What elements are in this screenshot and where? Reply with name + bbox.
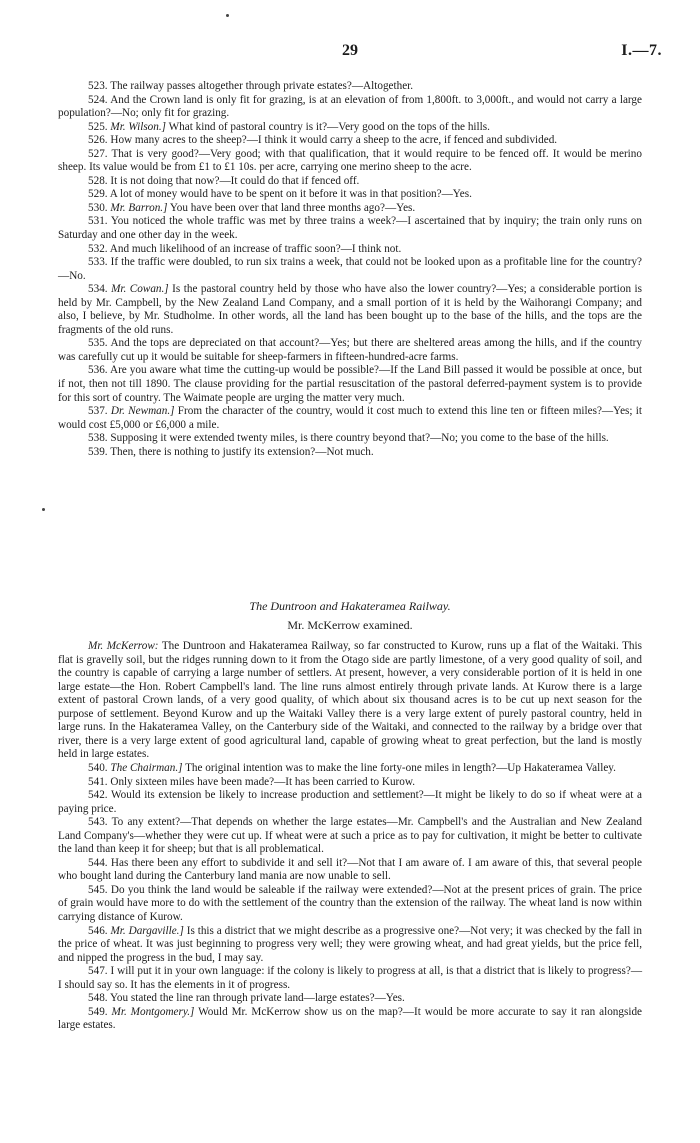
paragraph-text: Is this a district that we might describe as a progressive one?—Not very; it was checked by the fall in the price of wheat. It was just beginning to progress very well; they were growing wheat, and had great yields, but the price fell, and nipped the progress in the bud, I may say. bbox=[58, 924, 643, 964]
paragraph-text: From the character of the country, would it cost much to extend this line ten or fifteen miles?—Yes; it would cost £5,000 or £6,000 a mile. bbox=[58, 405, 643, 431]
question-number: 549. bbox=[88, 1005, 108, 1018]
question-number: 544. bbox=[88, 856, 108, 869]
speaker-name: Mr. Dargaville.] bbox=[110, 924, 184, 937]
testimony-paragraph bbox=[58, 1006, 642, 1033]
page-number: 29 bbox=[342, 42, 358, 59]
question-number: 530. bbox=[88, 201, 108, 214]
testimony-paragraph bbox=[58, 148, 642, 175]
speaker-name: Mr. Wilson.] bbox=[110, 120, 167, 133]
question-number: 529. bbox=[88, 188, 108, 201]
ink-speck bbox=[42, 508, 45, 511]
testimony-paragraph bbox=[58, 884, 642, 925]
testimony-paragraph bbox=[58, 337, 642, 364]
paragraph-text: What kind of pastoral country is it?—Very good on the tops of the hills. bbox=[166, 120, 490, 133]
question-number: 536. bbox=[88, 364, 108, 377]
question-number: 539. bbox=[88, 445, 108, 458]
testimony-paragraph bbox=[58, 405, 642, 432]
testimony-paragraph bbox=[58, 243, 642, 257]
question-number: 525. bbox=[88, 120, 108, 133]
testimony-paragraph bbox=[58, 283, 642, 337]
testimony-paragraph bbox=[58, 816, 642, 857]
speaker-name: Dr. Newman.] bbox=[110, 405, 175, 418]
paragraph-text: To any extent?—That depends on whether the large estates—Mr. Campbell's and the Australian and New Zealand Land Company's—whether they were cut up. If wheat were at such a price as to pay for cultivation, it might be better to cultivate the land than keep it for sheep; but that is all problematical. bbox=[58, 816, 642, 856]
paragraph-text: And the Crown land is only fit for grazing, is at an elevation of from 1,800ft. to 3,000ft., and would not carry a large population?—No; only fit for grazing. bbox=[58, 93, 642, 120]
question-number: 523. bbox=[88, 80, 108, 92]
paragraph-text: If the traffic were doubled, to run six trains a week, that could not be looked upon as a profitable line for the country?—No. bbox=[58, 256, 643, 282]
question-number: 547. bbox=[88, 965, 108, 978]
question-number: 546. bbox=[88, 924, 108, 937]
ink-speck bbox=[226, 14, 229, 17]
question-number: 545. bbox=[88, 883, 108, 896]
paragraph-text: Are you aware what time the cutting-up would be possible?—If the Land Bill passed it would be possible at once, but if not, then not till 1890. The clause providing for the partial resuscitation of the pastoral deferred-payment system is to provide for this sort of country. The Waimate people are urging the matter very much. bbox=[58, 364, 642, 404]
testimony-paragraph bbox=[58, 134, 642, 148]
testimony-paragraph bbox=[58, 215, 642, 242]
testimony-paragraph bbox=[58, 776, 642, 790]
question-number: 524. bbox=[88, 93, 108, 106]
speaker-name: Mr. Montgomery.] bbox=[111, 1005, 195, 1018]
question-number: 531. bbox=[88, 215, 108, 228]
paragraph-text: You have been over that land three months ago?—Yes. bbox=[167, 201, 416, 214]
page-header bbox=[0, 44, 700, 66]
document-reference: I.—7. bbox=[621, 42, 662, 59]
question-number: 533. bbox=[88, 256, 108, 269]
speaker-name: The Chairman.] bbox=[110, 762, 183, 775]
testimony-paragraph bbox=[58, 121, 642, 135]
speaker-name: Mr. McKerrow: bbox=[88, 640, 159, 653]
paragraph-text: Is the pastoral country held by those who have also the lower country?—Yes; a considerable portion is held by Mr. Campbell, by the New Zealand Land Company, and a small portion of it is held by the Waihorangi Company; and also, I believe, by Mr. Studholme. In other words, all the land has been bought up to the base of the hills, and the tops are the fragments of the old runs. bbox=[58, 283, 643, 336]
testimony-paragraph bbox=[58, 925, 642, 966]
paragraph-text: Then, there is nothing to justify its extension?—Not much. bbox=[110, 445, 374, 458]
testimony-paragraph bbox=[58, 364, 642, 405]
witness-heading: Mr. McKerrow examined. bbox=[287, 617, 413, 632]
paragraph-text: The railway passes altogether through private estates?—Altogether. bbox=[110, 80, 414, 92]
paragraph-text: You noticed the whole traffic was met by three trains a week?—I ascertained that by inquiry; the train only runs on Saturday and one other day in the week. bbox=[58, 215, 642, 242]
paragraph-text: Would its extension be likely to increase production and settlement?—It might be likely to do so if wheat were at a paying price. bbox=[58, 789, 642, 815]
paragraph-text: It is not doing that now?—It could do that if fenced off. bbox=[110, 174, 360, 187]
testimony-paragraph bbox=[58, 188, 642, 202]
question-number: 543. bbox=[88, 816, 108, 829]
paragraph-text: That is very good?—Very good; with that qualification, that it would require to be fenced off. It would be merino sheep. Its value would be from £1 to £1 10s. per acre, carrying one merino sheep to the acre. bbox=[58, 147, 642, 174]
paragraph-text: You stated the line ran through private land—large estates?—Yes. bbox=[109, 992, 405, 1005]
question-number: 537. bbox=[88, 405, 108, 418]
testimony-block-bottom bbox=[58, 600, 642, 1033]
question-number: 528. bbox=[88, 174, 108, 187]
testimony-paragraph bbox=[58, 789, 642, 816]
testimony-paragraph bbox=[58, 992, 642, 1006]
section-title: The Duntroon and Hakateramea Railway. bbox=[249, 599, 451, 613]
testimony-block-top bbox=[58, 80, 642, 459]
testimony-paragraph bbox=[58, 857, 642, 884]
testimony-paragraph bbox=[58, 256, 642, 283]
question-number: 541. bbox=[88, 775, 108, 788]
question-number: 527. bbox=[88, 147, 108, 160]
speaker-name: Mr. Barron.] bbox=[110, 201, 168, 214]
paragraph-text: And much likelihood of an increase of traffic soon?—I think not. bbox=[109, 242, 402, 255]
testimony-paragraph bbox=[58, 80, 642, 94]
question-number: 542. bbox=[88, 789, 108, 802]
question-number: 538. bbox=[88, 432, 108, 445]
paragraph-text: The Duntroon and Hakateramea Railway, so far constructed to Kurow, runs up a flat of the Waitaki. This flat is gravelly soil, but the ridges running down to it from the Otago side are partly limestone, of a very good quality of soil, and the country is capable of carrying a large number of settlers. At present, however, a very considerable portion of it is held in one large estate—the Hon. Robert Campbell's land. The line runs almost entirely through private lands. At Kurow there is a large extent of pastoral Crown lands, of a very good quality, of which about six thousand acres is to be cut up next season for the purpose of settlement. Beyond Kurow and up the Waitaki Valley there is a very large extent of purely pastoral country, held in large runs. In the Hakateramea Valley, on the Canterbury side of the Waitaki, and connected to the railway by a bridge over that river, there is a very large extent of good agricultural land, capable of growing wheat to great perfection, but the land is mostly held in large estates. bbox=[58, 640, 642, 761]
paragraph-text: I will put it in your own language: if the colony is likely to progress at all, is that a district that is likely to progress?—I should say so. It has the elements in it of progress. bbox=[58, 965, 643, 991]
paragraph-text: And the tops are depreciated on that account?—Yes; but there are sheltered areas among the hills, and if the country was carefully cut up it would be suitable for sheep-farmers in fifteen-hundred-acre farms. bbox=[58, 337, 643, 363]
paragraph-text: Do you think the land would be saleable if the railway were extended?—Not at the present prices of grain. The price of grain would have more to do with the settlement of the country than the extension of the railway. The wheat land is now within carrying distance of Kurow. bbox=[58, 883, 643, 924]
testimony-paragraph bbox=[58, 640, 642, 762]
question-number: 548. bbox=[88, 992, 108, 1005]
testimony-paragraph bbox=[58, 94, 642, 121]
testimony-paragraph bbox=[58, 446, 642, 460]
testimony-paragraphs bbox=[58, 640, 642, 1033]
question-number: 534. bbox=[88, 283, 108, 296]
testimony-paragraph bbox=[58, 432, 642, 446]
paragraph-text: How many acres to the sheep?—I think it would carry a sheep to the acre, if fenced and subdivided. bbox=[110, 134, 558, 147]
paragraph-text: Only sixteen miles have been made?—It has been carried to Kurow. bbox=[110, 775, 416, 788]
question-number: 540. bbox=[88, 762, 108, 775]
testimony-paragraph bbox=[58, 202, 642, 216]
paragraph-text: Has there been any effort to subdivide it and sell it?—Not that I am aware of. I am aware of this, that several people who bought land during the Canterbury land mania are now unable to sell. bbox=[58, 856, 642, 883]
paragraph-text: Supposing it were extended twenty miles, is there country beyond that?—No; you come to the base of the hills. bbox=[110, 432, 609, 445]
testimony-paragraph bbox=[58, 965, 642, 992]
testimony-paragraph bbox=[58, 762, 642, 776]
paragraph-text: The original intention was to make the line forty-one miles in length?—Up Hakateramea Valley. bbox=[182, 762, 616, 775]
speaker-name: Mr. Cowan.] bbox=[111, 283, 169, 296]
question-number: 532. bbox=[88, 242, 108, 255]
paragraph-text: Would Mr. McKerrow show us on the map?—It would be more accurate to say it ran alongside large estates. bbox=[58, 1005, 643, 1032]
paragraph-text: A lot of money would have to be spent on it before it was in that position?—Yes. bbox=[109, 188, 472, 201]
question-number: 526. bbox=[88, 134, 108, 147]
testimony-paragraph bbox=[58, 175, 642, 189]
question-number: 535. bbox=[88, 337, 108, 350]
